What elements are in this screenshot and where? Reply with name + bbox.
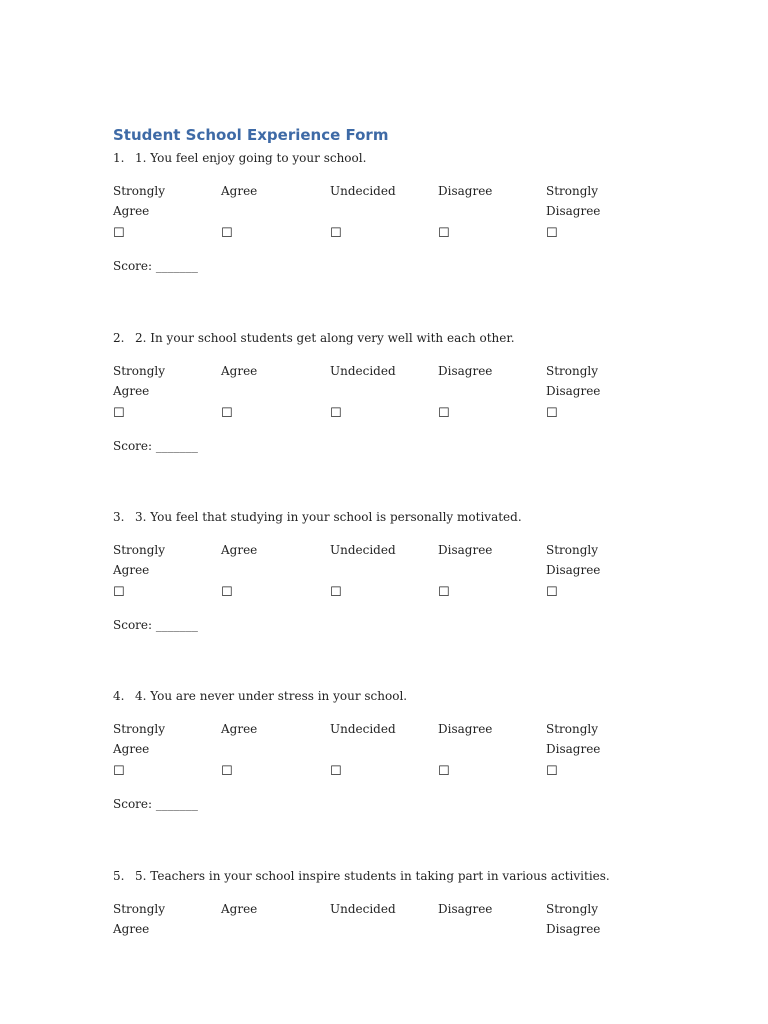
scale-label-disagree: Disagree xyxy=(438,543,493,557)
checkbox-agree[interactable]: ☐ xyxy=(221,226,233,241)
scale-label-undecided: Undecided xyxy=(330,722,396,736)
question-number: 3. xyxy=(113,510,125,524)
scale-label-agree: Agree xyxy=(221,543,258,557)
scale-label-disagree: Disagree xyxy=(438,902,493,916)
checkbox-strongly-disagree[interactable]: ☐ xyxy=(546,406,558,421)
question-text xyxy=(113,868,610,884)
rating-scale xyxy=(113,720,673,760)
scale-label-undecided: Undecided xyxy=(330,902,396,916)
checkbox-strongly-agree[interactable]: ☐ xyxy=(113,764,125,779)
scale-label-strongly-disagree: Strongly Disagree xyxy=(546,902,601,936)
question-text xyxy=(113,688,407,704)
question-number: 5. xyxy=(113,869,125,883)
scale-label-agree: Agree xyxy=(221,184,258,198)
scale-label-disagree: Disagree xyxy=(438,364,493,378)
question-label: 5. Teachers in your school inspire students in taking part in various activities. xyxy=(135,869,610,883)
scale-label-agree: Agree xyxy=(221,722,258,736)
scale-label-strongly-agree: Strongly Agree xyxy=(113,184,166,218)
scale-label-strongly-disagree: Strongly Disagree xyxy=(546,364,601,398)
scale-label-strongly-agree: Strongly Agree xyxy=(113,543,166,577)
scale-label-disagree: Disagree xyxy=(438,184,493,198)
question-label: 4. You are never under stress in your school. xyxy=(135,689,408,703)
rating-scale xyxy=(113,182,673,222)
checkbox-row xyxy=(113,764,673,784)
checkbox-agree[interactable]: ☐ xyxy=(221,585,233,600)
score-field[interactable]: Score: _______ xyxy=(113,439,198,453)
checkbox-strongly-agree[interactable]: ☐ xyxy=(113,226,125,241)
checkbox-disagree[interactable]: ☐ xyxy=(438,226,450,241)
checkbox-strongly-disagree[interactable]: ☐ xyxy=(546,764,558,779)
question-number: 4. xyxy=(113,689,125,703)
scale-label-strongly-agree: Strongly Agree xyxy=(113,902,166,936)
question-label: 1. You feel enjoy going to your school. xyxy=(135,151,367,165)
scale-label-disagree: Disagree xyxy=(438,722,493,736)
checkbox-disagree[interactable]: ☐ xyxy=(438,764,450,779)
checkbox-disagree[interactable]: ☐ xyxy=(438,585,450,600)
checkbox-row xyxy=(113,585,673,605)
checkbox-agree[interactable]: ☐ xyxy=(221,764,233,779)
checkbox-strongly-agree[interactable]: ☐ xyxy=(113,406,125,421)
scale-label-undecided: Undecided xyxy=(330,543,396,557)
checkbox-row xyxy=(113,226,673,246)
checkbox-disagree[interactable]: ☐ xyxy=(438,406,450,421)
scale-label-agree: Agree xyxy=(221,902,258,916)
checkbox-undecided[interactable]: ☐ xyxy=(330,585,342,600)
rating-scale xyxy=(113,362,673,402)
form-title: Student School Experience Form xyxy=(113,126,389,144)
score-field[interactable]: Score: _______ xyxy=(113,618,198,632)
scale-label-strongly-disagree: Strongly Disagree xyxy=(546,184,601,218)
rating-scale xyxy=(113,541,673,581)
checkbox-strongly-agree[interactable]: ☐ xyxy=(113,585,125,600)
checkbox-undecided[interactable]: ☐ xyxy=(330,764,342,779)
checkbox-strongly-disagree[interactable]: ☐ xyxy=(546,226,558,241)
scale-label-strongly-agree: Strongly Agree xyxy=(113,364,166,398)
scale-label-undecided: Undecided xyxy=(330,364,396,378)
question-label: 2. In your school students get along very well with each other. xyxy=(135,331,515,345)
scale-label-strongly-agree: Strongly Agree xyxy=(113,722,166,756)
question-label: 3. You feel that studying in your school is personally motivated. xyxy=(135,510,522,524)
scale-label-strongly-disagree: Strongly Disagree xyxy=(546,722,601,756)
scale-label-agree: Agree xyxy=(221,364,258,378)
scale-label-strongly-disagree: Strongly Disagree xyxy=(546,543,601,577)
scale-label-undecided: Undecided xyxy=(330,184,396,198)
checkbox-row xyxy=(113,406,673,426)
checkbox-undecided[interactable]: ☐ xyxy=(330,226,342,241)
score-field[interactable]: Score: _______ xyxy=(113,797,198,811)
rating-scale xyxy=(113,900,673,936)
checkbox-undecided[interactable]: ☐ xyxy=(330,406,342,421)
checkbox-agree[interactable]: ☐ xyxy=(221,406,233,421)
question-number: 2. xyxy=(113,331,125,345)
checkbox-strongly-disagree[interactable]: ☐ xyxy=(546,585,558,600)
question-text xyxy=(113,330,515,346)
question-number: 1. xyxy=(113,151,125,165)
question-text xyxy=(113,509,522,525)
score-field[interactable]: Score: _______ xyxy=(113,259,198,273)
question-text xyxy=(113,150,366,166)
